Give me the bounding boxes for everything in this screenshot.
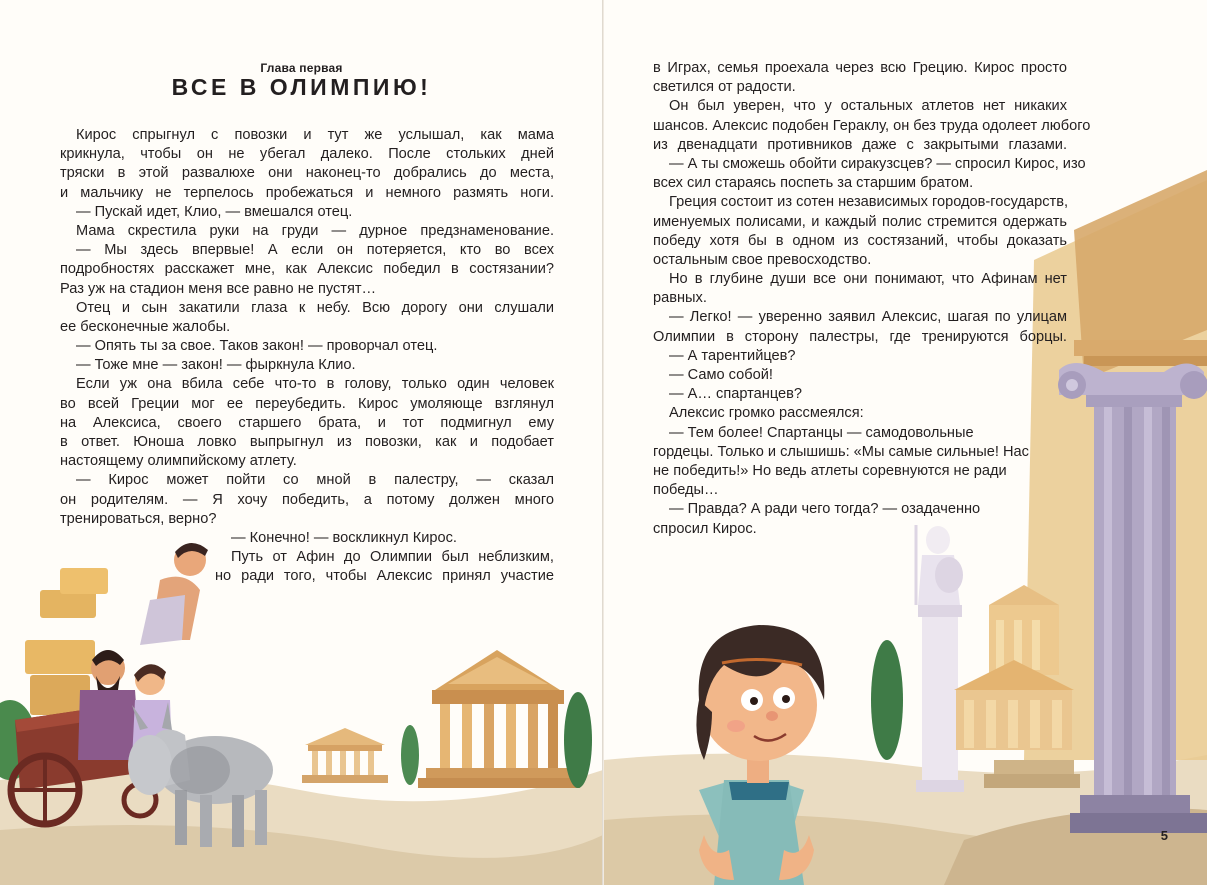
text-line: шансов. Алексис подобен Гераклу, он без труда одолеет любого [653,117,1091,134]
text-line: Если уж она вбила себе что-то в голову, только один человек [76,376,554,393]
left-page [0,0,603,885]
text-line: Но в глубине души все они понимают, что Афинам нет [669,271,1067,288]
text-line: — Опять ты за свое. Таков закон! — проворчал отец. [76,338,438,355]
text-line: он родителям. — Я хочу победить, а потому должен много [60,491,554,508]
text-line: победы… [653,482,719,499]
text-line: в ответ. Юноша ловко выпрыгнул из повозки, как и подобает [60,434,554,450]
text-line: в Играх, семья проехала через всю Грецию. Кирос просто [653,60,1067,76]
text-line: и мальчику не терпелось пробежаться и немного размять ноги. [60,184,554,201]
text-line: Кирос спрыгнул с повозки и тут же услышал, как мама [76,127,554,143]
text-line: — А ты сможешь обойти сиракузсцев? — спросил Кирос, изо [669,155,1086,172]
text-line: — А тарентийцев? [669,347,796,364]
left-page-text-continued [215,529,554,587]
text-line: из двенадцати противников даже с закрытыми глазами. [653,136,1067,153]
text-line: Он был уверен, что у остальных атлетов нет никаких [669,98,1067,115]
text-line: — Правда? А ради чего тогда? — озадаченно [669,501,981,518]
text-line: не победить!» Но ведь атлеты соревнуются не ради [653,462,1007,479]
text-line: Олимпии в сторону палестры, где тренируются борцы. [653,328,1067,345]
text-line: тренироваться, верно? [60,510,217,527]
text-line: Алексис громко рассмеялся: [669,405,864,422]
text-line: гордецы. Только и слышишь: «Мы самые сильные! Нас [653,443,1029,460]
text-line: равных. [653,290,707,307]
text-line: — А… спартанцев? [669,386,803,403]
text-line: остальным свое превосходство. [653,251,872,268]
text-line: всех сил стараясь поспеть за старшим братом. [653,175,974,192]
text-line: победу хотя бы в одном из состязаний, чтобы доказать [653,232,1067,249]
text-line: светился от радости. [653,79,796,96]
left-page-text [60,126,554,529]
text-line: но ради того, чтобы Алексис принял участие [215,568,554,585]
page-number: 5 [1160,828,1168,843]
text-line: Путь от Афин до Олимпии был неблизким, [231,549,554,566]
right-page-text [653,59,1091,539]
text-line: Отец и сын закатили глаза к небу. Всю дорогу они слушали [76,299,554,316]
text-line: именуемых полисами, и каждый полис стремится одержать [653,213,1067,230]
text-line: — Легко! — уверенно заявил Алексис, шагая по улицам [669,309,1067,326]
text-line: подробностях расскажет мне, как Алексис победил в состязании? [60,261,554,278]
greek-temple-icon [418,650,580,788]
text-line: ее бесконечные жалобы. [60,318,231,335]
right-page [604,0,1207,885]
distant-temple-icon [302,728,388,783]
text-line: — Конечно! — воскликнул Кирос. [231,530,457,546]
text-line: — Тем более! Спартанцы — самодовольные [669,424,974,441]
text-line: Раз уж на стадион меня все равно не пустят… [60,280,377,297]
text-line: Мама скрестила руки на груди — дурное предзнаменование. [76,222,554,239]
text-line: на Алексиса, своего старшего брата, и тот подмигнул ему [60,414,554,431]
text-line: Греция состоит из сотен независимых городов-государств, [669,194,1069,211]
text-line: — Само собой! [669,367,773,383]
alexis-figure-icon [140,543,208,645]
stone-step-icon [994,760,1074,774]
chapter-title: ВСЕ В ОЛИМПИЮ! [171,74,432,100]
text-line: — Кирос может пойти со мной в палестру, — сказал [76,472,554,489]
text-line: — Пускай идет, Клио, — вмешался отец. [76,203,353,220]
chapter-label: Глава первая [260,61,343,75]
cypress-tree-icon [401,725,419,785]
background-temple-icon [954,585,1074,750]
text-line: — Мы здесь впервые! А если он потеряется, кто во всех [76,242,554,259]
text-line: крикнула, чтобы он не убегал далеко. После стольких дней [60,146,554,163]
statue-icon [916,525,964,792]
text-line: спросил Кирос. [653,520,757,537]
stone-step-icon [984,774,1080,788]
text-line: во всей Греции мог ее переубедить. Кирос умоляюще взглянул [60,395,554,412]
cypress-tree-icon [564,692,592,788]
text-line: — Тоже мне — закон! — фыркнула Клио. [76,357,356,374]
text-line: настоящему олимпийскому атлету. [60,453,297,470]
text-line: тряски в этой развалюхе они наконец-то добрались до места, [60,165,554,182]
cypress-tree-icon [871,640,903,760]
